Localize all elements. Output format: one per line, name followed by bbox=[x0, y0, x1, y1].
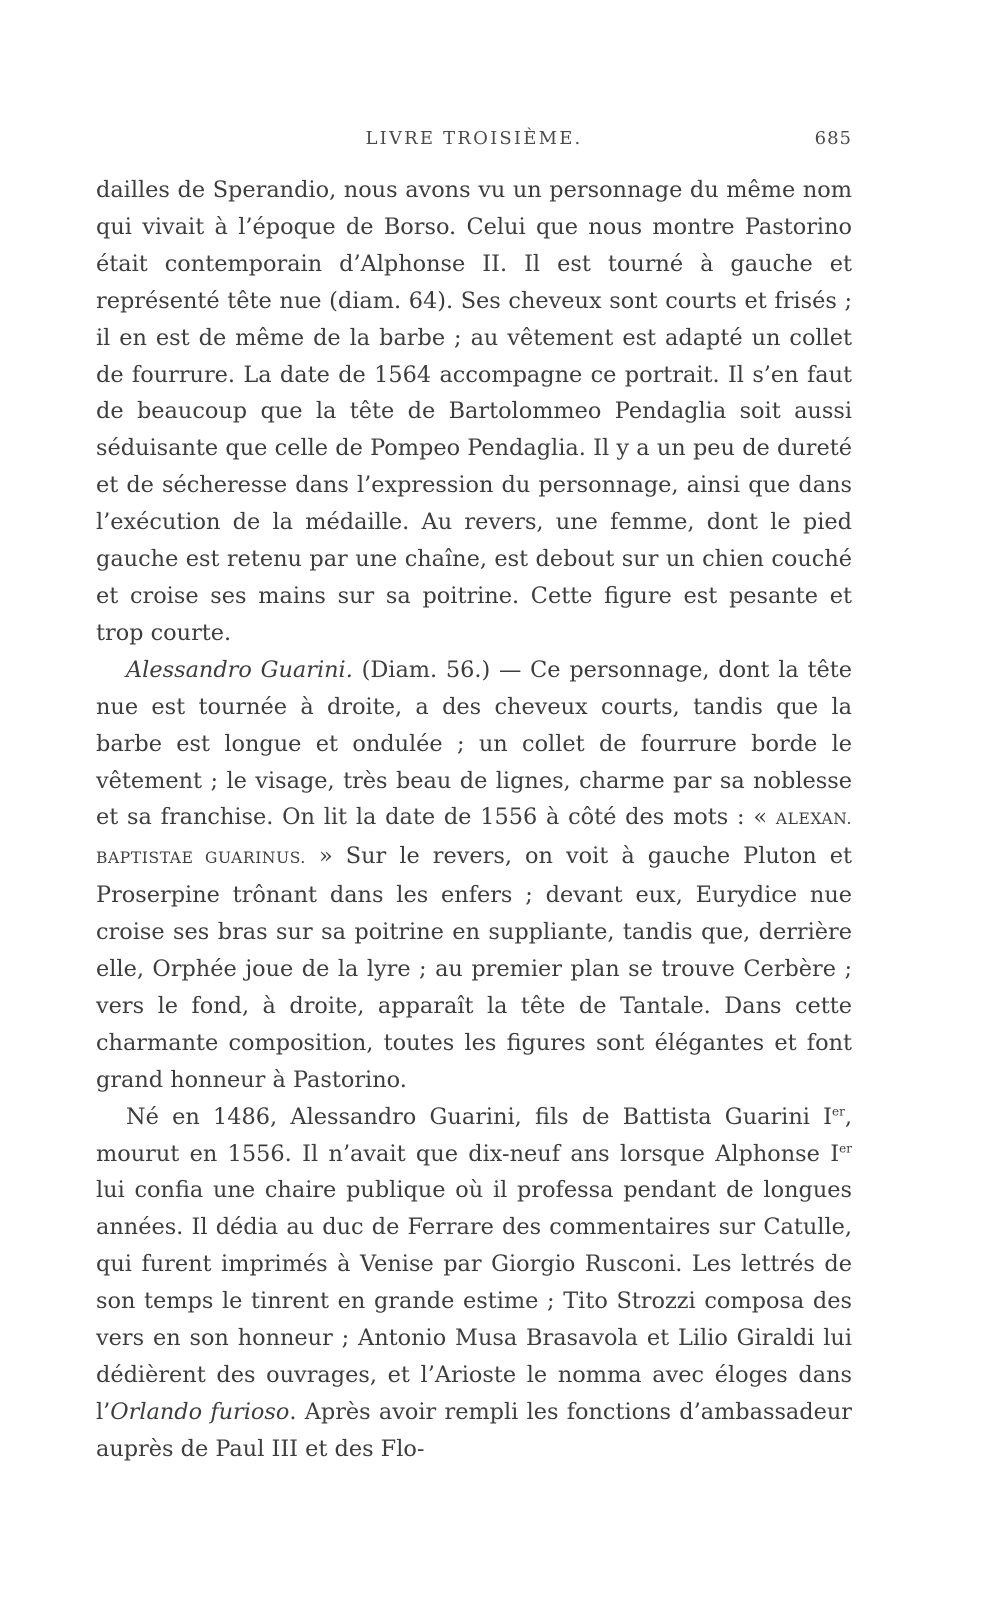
paragraph-3-text-d: . Après avoir rempli les fonctions d’ambassadeur auprès de Paul III et des Flo- bbox=[96, 1398, 852, 1462]
paragraph-3-text-c: lui confia une chaire publique où il professa pendant de longues années. Il dédia au duc de Ferrare des commentaires sur Catulle, qui furent imprimés à Venise par Giorgio Rusconi. Les lettrés de son temps le tinrent en grande estime ; Tito Strozzi composa des vers en son honneur ; Antonio Musa Brasavola et Lilio Giraldi lui dédièrent des ouvrages, et l’Arioste le nomma avec éloges dans l’ bbox=[96, 1177, 852, 1425]
medal-subject-name: Alessandro Guarini. bbox=[126, 656, 353, 683]
ordinal-superscript-1: er bbox=[832, 1104, 845, 1119]
paragraph-3 bbox=[96, 1099, 852, 1468]
paragraph-2-text-b: » Sur le revers, on voit à gauche Pluton et Proserpine trônant dans les enfers ; devant eux, Eurydice nue croise ses bras sur sa poitrine en suppliante, tandis que, derrière elle, Orphée joue de la lyre ; au premier plan se trouve Cerbère ; vers le fond, à droite, apparaît la tête de Tantale. Dans cette charmante composition, toutes les figures sont élégantes et font grand honneur à Pastorino. bbox=[96, 843, 853, 1093]
paragraph-3-text-b: , mourut en 1556. Il n’avait que dix-neuf ans lorsque Alphonse I bbox=[96, 1103, 852, 1167]
body-text bbox=[96, 172, 852, 1468]
paragraph-1: dailles de Sperandio, nous avons vu un personnage du même nom qui vivait à l’époque de Borso. Celui que nous montre Pastorino était contemporain d’Alphonse II. Il est tourné à gauche et représenté tête nue (diam. 64). Ses cheveux sont courts et frisés ; il en est de même de la barbe ; au vêtement est adapté un collet de fourrure. La date de 1564 accompagne ce portrait. Il s’en faut de beaucoup que la tête de Bartolommeo Pendaglia soit aussi séduisante que celle de Pompeo Pendaglia. Il y a un peu de dureté et de sécheresse dans l’expression du personnage, ainsi que dans l’exécution de la médaille. Au revers, une femme, dont le pied gauche est retenu par une chaîne, est debout sur un chien couché et croise ses mains sur sa poitrine. Cette figure est pesante et trop courte. bbox=[96, 177, 852, 646]
page-number: 685 bbox=[814, 128, 852, 149]
work-title: Orlando furioso bbox=[110, 1398, 290, 1425]
chapter-title: LIVRE TROISIÈME. bbox=[365, 128, 583, 149]
paragraph-2 bbox=[96, 652, 852, 1099]
medal-inscription: ALEXAN. BAPTISTAE GUARINUS. bbox=[96, 810, 852, 868]
paragraph-2-text-a: (Diam. 56.) — Ce personnage, dont la tête nue est tournée à droite, a des cheveux courts, tandis que la barbe est longue et ondulée ; un collet de fourrure borde le vêtement ; le visage, très beau de lignes, charme par sa noblesse et sa franchise. On lit la date de 1556 à côté des mots : « bbox=[96, 656, 853, 831]
ordinal-superscript-2: er bbox=[839, 1141, 852, 1156]
running-head bbox=[96, 128, 852, 158]
paragraph-3-text-a: Né en 1486, Alessandro Guarini, fils de Battista Guarini I bbox=[126, 1103, 833, 1130]
